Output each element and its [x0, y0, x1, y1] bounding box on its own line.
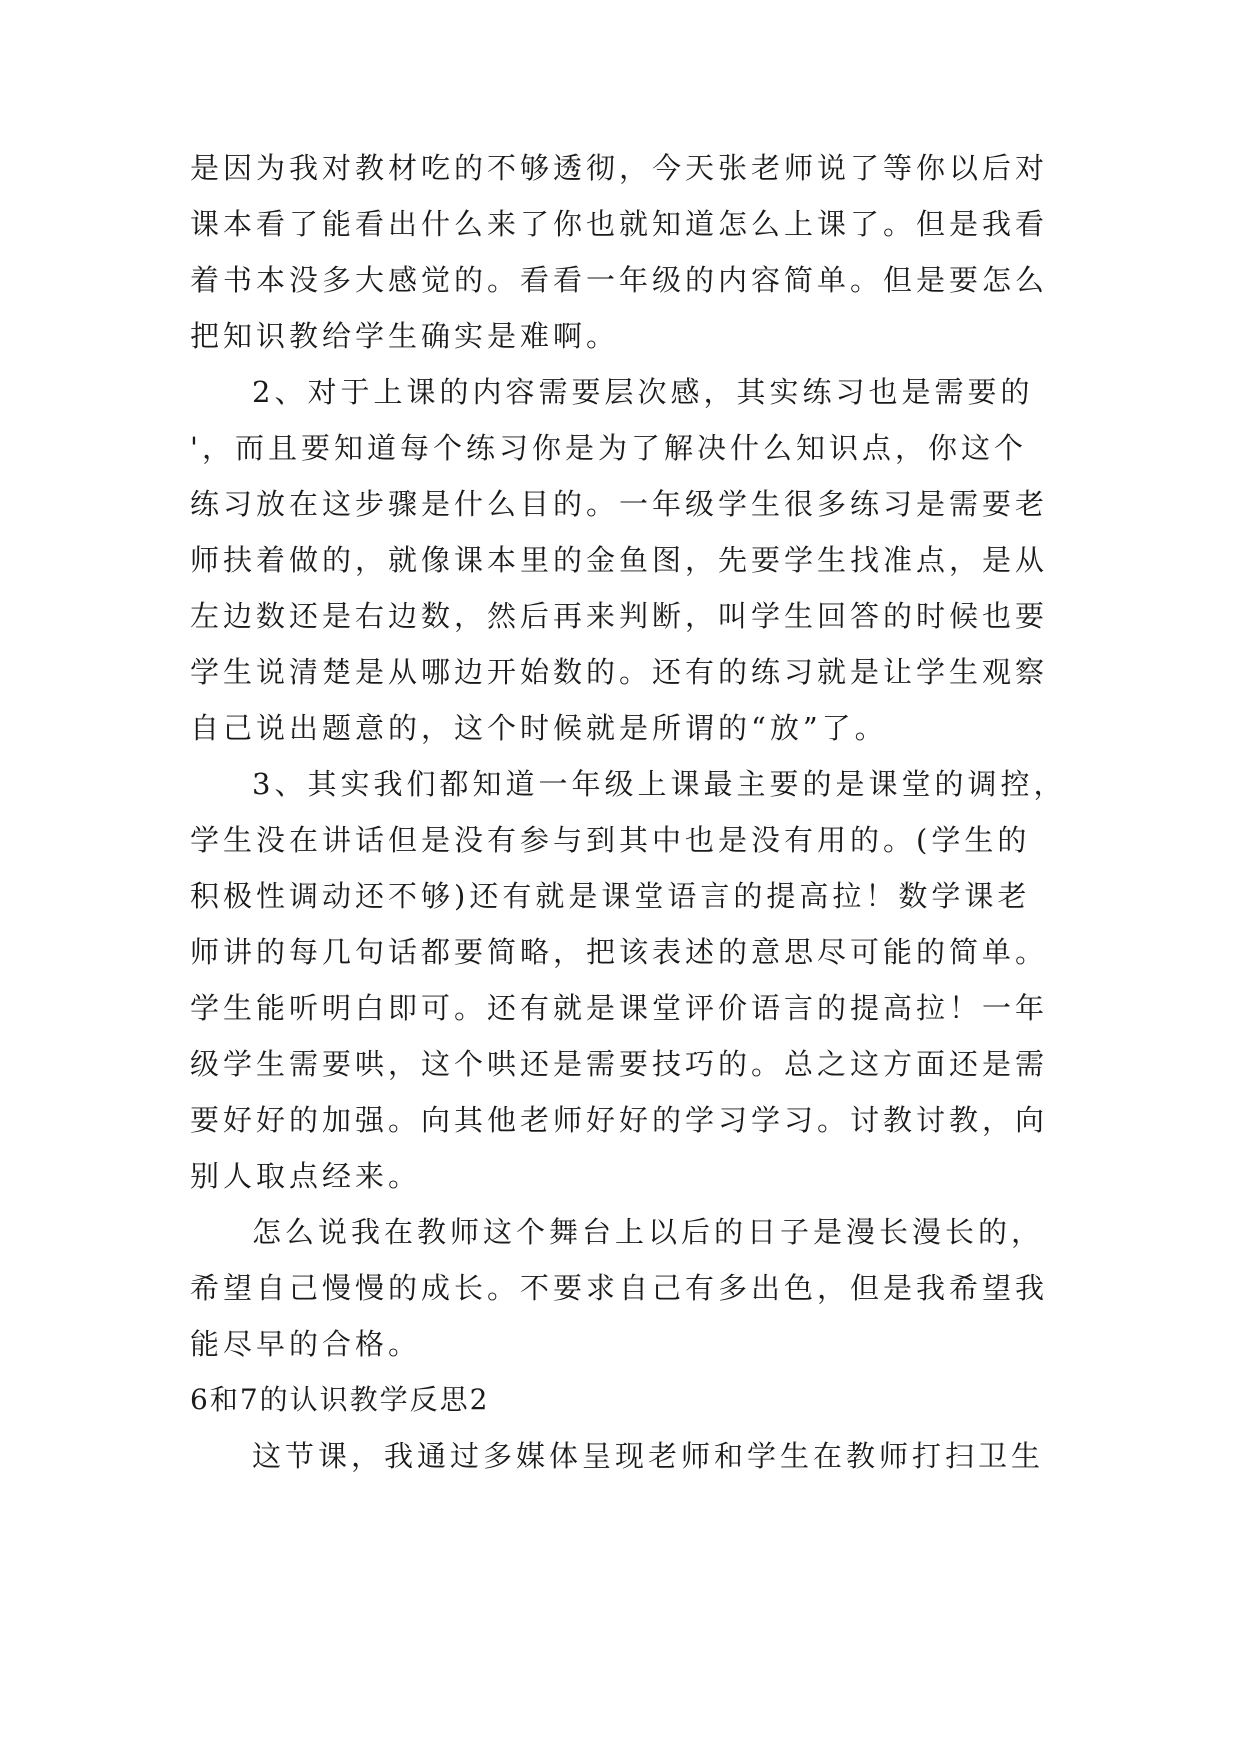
text-line: 把知识教给学生确实是难啊。 [190, 319, 620, 353]
text-line: 级学生需要哄，这个哄还是需要技巧的。总之这方面还是需 [190, 1047, 1049, 1081]
paragraph-1 [190, 140, 1058, 364]
text-line: 3、其实我们都知道一年级上课最主要的是课堂的调控， [252, 767, 1067, 801]
text-line: 课本看了能看出什么来了你也就知道怎么上课了。但是我看 [190, 207, 1049, 241]
text-line: 2、对于上课的内容需要层次感，其实练习也是需要的 [252, 375, 1034, 409]
text-line: 怎么说我在教师这个舞台上以后的日子是漫长漫长的， [252, 1215, 1045, 1249]
paragraph-5 [190, 1428, 1058, 1484]
text-line: 别人取点经来。 [190, 1159, 422, 1193]
text-line: 希望自己慢慢的成长。不要求自己有多出色，但是我希望我 [190, 1271, 1049, 1305]
text-line: 师讲的每几句话都要简略，把该表述的意思尽可能的简单。 [190, 935, 1049, 969]
text-line: 学生没在讲话但是没有参与到其中也是没有用的。(学生的 [190, 823, 1031, 857]
text-line: 能尽早的合格。 [190, 1327, 422, 1361]
paragraph-3 [190, 756, 1067, 1204]
text-line: 练习放在这步骤是什么目的。一年级学生很多练习是需要老 [190, 487, 1049, 521]
text-line: '，而且要知道每个练习你是为了解决什么知识点，你这个 [190, 431, 1027, 465]
text-line: 学生说清楚是从哪边开始数的。还有的练习就是让学生观察 [190, 655, 1049, 689]
paragraph-2 [190, 364, 1058, 756]
text-line: 积极性调动还不够)还有就是课堂语言的提高拉！数学课老 [190, 879, 1031, 913]
text-line: 这节课，我通过多媒体呈现老师和学生在教师打扫卫生 [252, 1439, 1045, 1473]
document-page [190, 140, 1067, 1484]
section-heading: 6和7的认识教学反思2 [190, 1383, 490, 1416]
text-line: 是因为我对教材吃的不够透彻，今天张老师说了等你以后对 [190, 151, 1049, 185]
text-line: 学生能听明白即可。还有就是课堂评价语言的提高拉！一年 [190, 991, 1049, 1025]
text-line: 要好好的加强。向其他老师好好的学习学习。讨教讨教，向 [190, 1103, 1049, 1137]
text-line: 着书本没多大感觉的。看看一年级的内容简单。但是要怎么 [190, 263, 1049, 297]
text-line: 左边数还是右边数，然后再来判断，叫学生回答的时候也要 [190, 599, 1049, 633]
text-line: 师扶着做的，就像课本里的金鱼图，先要学生找准点，是从 [190, 543, 1049, 577]
text-line: 自己说出题意的，这个时候就是所谓的“放”了。 [190, 711, 888, 745]
paragraph-4 [190, 1204, 1058, 1372]
